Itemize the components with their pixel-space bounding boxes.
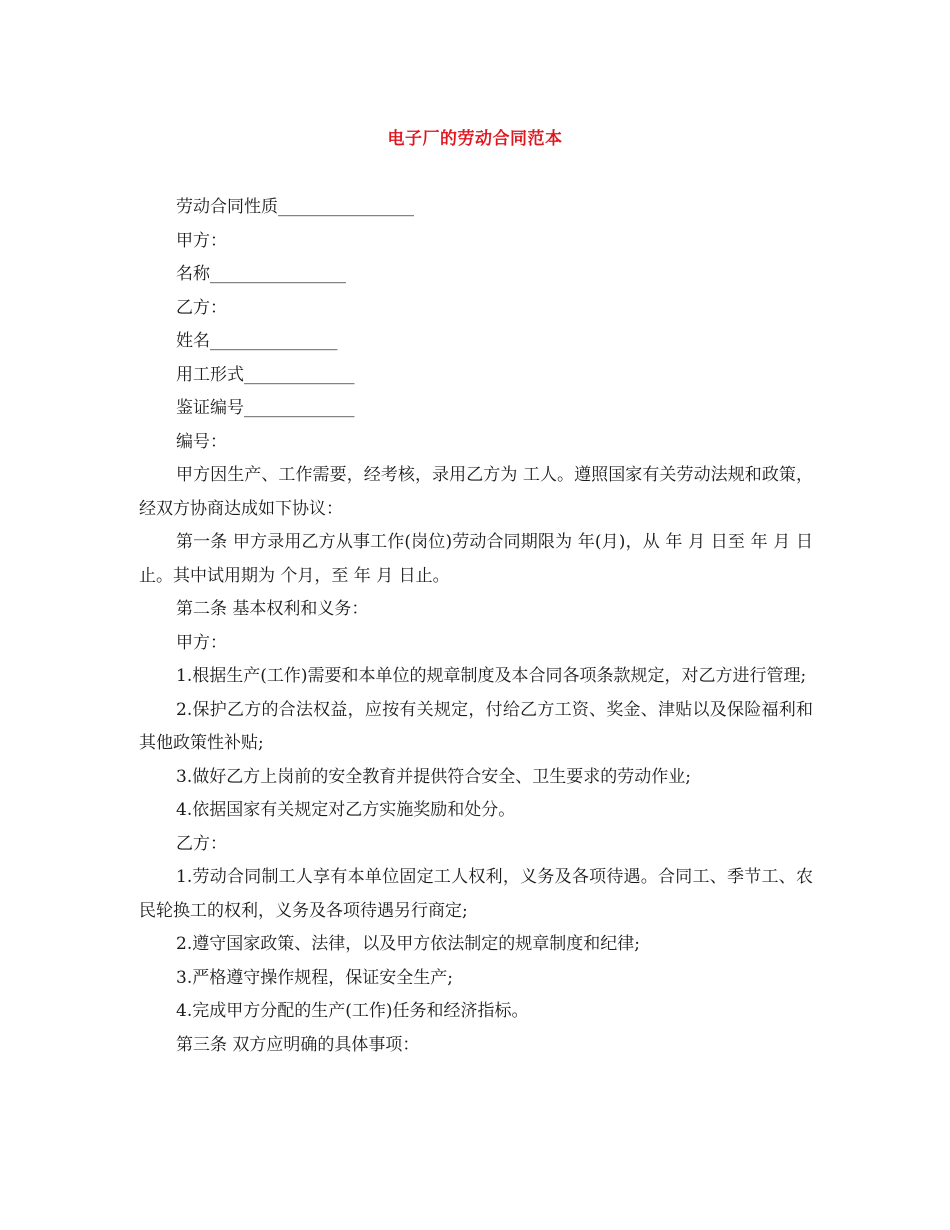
paragraph: 第三条 双方应明确的具体事项： [176,1034,420,1055]
paragraph: 用工形式_____________ [176,364,355,385]
paragraph: 甲方： [176,230,227,251]
document-body [139,191,813,1062]
document-title: 电子厂的劳动合同范本 [387,129,563,149]
paragraph: 甲方因生产、工作需要，经考核，录用乙方为 工人。遵照国家有关劳动法规和政策，经双方协商达成如下协议： [139,465,813,519]
paragraph: 鉴证编号_____________ [176,398,355,418]
paragraph: 2.遵守国家政策、法律，以及甲方依法制定的规章制度和纪律; [176,934,640,954]
paragraph: 名称________________ [176,264,346,284]
paragraph: 2.保护乙方的合法权益，应按有关规定，付给乙方工资、奖金、津贴以及保险福利和其他政策性补贴; [139,699,813,753]
paragraph: 第一条 甲方录用乙方从事工作(岗位)劳动合同期限为 年(月)，从 年 月 日至 年 月 日止。其中试用期为 个月，至 年 月 日止。 [139,532,813,586]
paragraph: 乙方： [176,833,227,854]
paragraph: 1.劳动合同制工人享有本单位固定工人权利，义务及各项待遇。合同工、季节工、农民轮换工的权利，义务及各项待遇另行商定; [139,867,813,921]
paragraph: 乙方： [176,297,227,318]
paragraph: 劳动合同性质________________ [176,197,414,217]
paragraph: 3.严格遵守操作规程，保证安全生产; [176,967,453,988]
paragraph: 4.完成甲方分配的生产(工作)任务和经济指标。 [176,1001,529,1021]
paragraph: 姓名_______________ [176,331,338,351]
paragraph: 4.依据国家有关规定对乙方实施奖励和处分。 [176,800,516,820]
paragraph: 第二条 基本权利和义务： [176,599,369,619]
paragraph: 3.做好乙方上岗前的安全教育并提供符合安全、卫生要求的劳动作业; [176,766,691,787]
paragraph: 1.根据生产(工作)需要和本单位的规章制度及本合同各项条款规定，对乙方进行管理; [176,666,807,686]
paragraph: 甲方： [176,632,227,653]
paragraph: 编号： [176,431,227,452]
